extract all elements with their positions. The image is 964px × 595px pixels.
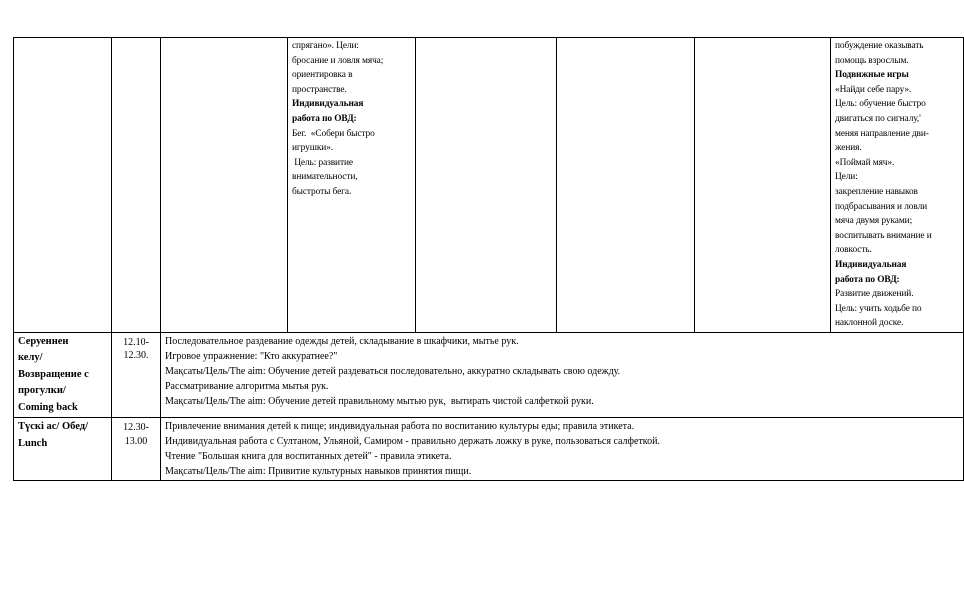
text-line: Индивидуальная [835, 259, 907, 270]
text-line: Возвращение с [18, 368, 89, 380]
text-line: Цель: учить ходьбе по [835, 303, 922, 314]
empty-cell-6 [557, 38, 695, 333]
return-from-walk-header [14, 332, 112, 418]
lunch-header [14, 418, 112, 481]
text-line: Развитие движений. [835, 289, 914, 300]
text-line: Мақсаты/Цель/The aim: Привитие культурных навыков принятия пищи. [165, 466, 472, 478]
text-line: закрепление навыков [835, 186, 918, 197]
text-line: воспитывать внимание и [835, 230, 932, 241]
text-line: Привлечение внимания детей к пище; индивидуальная работа по воспитанию культуры еды; правила этикета. [165, 421, 635, 433]
text-line: меняя направление дви- [835, 128, 929, 139]
text-line: 12.30. [123, 350, 149, 362]
text-line: внимательности, [292, 172, 358, 183]
empty-cell-5 [416, 38, 557, 333]
lunch-row [14, 418, 964, 481]
text-line: быстроты бега. [292, 186, 352, 197]
text-line: 13.00 [124, 435, 148, 447]
text-line: Мақсаты/Цель/The aim: Обучение детей раздеваться последовательно, аккуратно складывать свою одежду. [165, 365, 621, 377]
text-line: «Поймай мяч». [835, 157, 895, 168]
text-line: Цели: [835, 172, 858, 183]
text-line: 12.30- [123, 422, 149, 434]
text-line: спрягано». Цели: [292, 41, 359, 51]
text-line: ловкость. [835, 245, 872, 256]
text-line: наклонной доске. [835, 318, 904, 329]
text-line: Lunch [18, 437, 48, 449]
empty-cell-1 [14, 38, 112, 333]
empty-cell-7 [695, 38, 831, 333]
text-line: Coming back [18, 401, 78, 413]
text-line: Игровое упражнение: "Кто аккуратнее?" [165, 350, 338, 362]
text-line: пространстве. [292, 84, 347, 95]
text-line: Индивидуальная работа с Султаном, Ульяной, Самиром - правильно держать ложку в руке, пользоваться салфеткой. [165, 436, 661, 448]
walk-activities-cell [288, 38, 416, 333]
text-line: Индивидуальная [292, 99, 364, 110]
text-line: прогулки/ [18, 385, 66, 397]
text-line: Подвижные игры [835, 70, 909, 81]
text-line: 12.10- [123, 336, 149, 348]
text-line: Бег. «Собери быстро [292, 128, 375, 139]
schedule-table [13, 37, 964, 481]
text-line: «Найди себе пару». [835, 84, 912, 95]
text-line: мяча двумя руками; [835, 216, 913, 227]
text-line: жения. [835, 143, 862, 154]
text-line: подбрасывания и ловли [835, 201, 928, 212]
return-from-walk-row [14, 332, 964, 418]
text-line: бросание и ловля мяча; [292, 55, 384, 66]
empty-cell-2 [112, 38, 161, 333]
text-line: помощь взрослым. [835, 55, 909, 66]
text-line: ориентировка в [292, 70, 353, 81]
walk-continuation-row [14, 38, 964, 333]
text-line: Последовательное раздевание одежды детей, складывание в шкафчики, мытье рук. [165, 335, 519, 347]
text-line: Чтение "Большая книга для воспитанных детей" - правила этикета. [165, 451, 452, 463]
text-line: Мақсаты/Цель/The aim: Обучение детей правильному мытью рук, вытирать чистой салфеткой руки. [165, 395, 594, 407]
text-line: келу/ [18, 352, 43, 364]
text-line: Цель: обучение быстро [835, 99, 926, 110]
outdoor-games-cell [831, 38, 964, 333]
return-from-walk-time [112, 332, 161, 418]
text-line: побуждение оказывать [835, 41, 924, 51]
text-line: Рассматривание алгоритма мытья рук. [165, 380, 329, 392]
text-line: работа по ОВД: [292, 113, 357, 124]
text-line: Цель: развитие [292, 157, 353, 168]
text-line: игрушки». [292, 143, 334, 154]
text-line: Серуеннен [18, 335, 69, 347]
text-line: работа по ОВД: [835, 274, 900, 285]
lunch-content [161, 418, 964, 481]
text-line: Түскі ас/ Обед/ [18, 421, 88, 433]
text-line: двигаться по сигналу,' [835, 113, 921, 124]
return-from-walk-content [161, 332, 964, 418]
lunch-time [112, 418, 161, 481]
empty-cell-3 [161, 38, 288, 333]
